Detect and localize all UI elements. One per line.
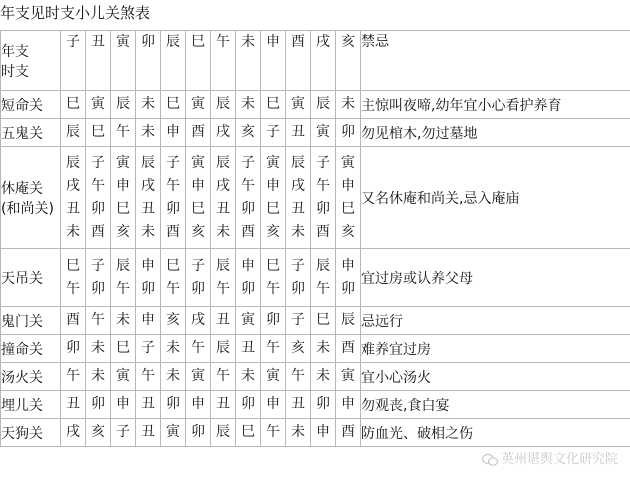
branch-cell-line: 子 <box>316 154 330 171</box>
branch-cell: 寅 <box>86 91 111 119</box>
wechat-icon <box>482 453 498 467</box>
branch-cell: 午 <box>136 363 161 391</box>
branch-cell: 午 <box>186 335 211 363</box>
branch-cell: 寅 <box>111 363 136 391</box>
branch-cell-line: 未 <box>66 223 80 240</box>
branch-cell: 申 <box>111 391 136 419</box>
table-row <box>1 147 630 249</box>
branch-cell-line: 子 <box>91 257 105 274</box>
branch-cell: 未 <box>236 363 261 391</box>
branch-cell: 未 <box>161 335 186 363</box>
branch-cell-line: 午 <box>91 177 105 194</box>
guan-sha-table <box>0 30 630 447</box>
branch-cell: 午 <box>86 307 111 335</box>
branch-cell-line: 巳 <box>116 200 130 217</box>
branch-cell-line: 卯 <box>241 280 255 297</box>
branch-cell <box>186 147 211 249</box>
branch-cell: 午 <box>261 335 286 363</box>
header-branch-cell: 午 <box>211 31 236 91</box>
branch-cell: 巳 <box>161 91 186 119</box>
branch-cell: 未 <box>86 335 111 363</box>
branch-cell-line: 未 <box>291 223 305 240</box>
branch-cell-line: 申 <box>266 177 280 194</box>
branch-cell: 卯 <box>161 391 186 419</box>
branch-cell: 亥 <box>286 335 311 363</box>
note-cell: 忌远行 <box>361 307 630 335</box>
branch-cell <box>136 249 161 307</box>
branch-cell: 午 <box>61 363 86 391</box>
branch-cell-line: 申 <box>241 257 255 274</box>
branch-cell-line: 丑 <box>66 200 80 217</box>
branch-cell: 未 <box>286 419 311 447</box>
branch-cell-line: 巳 <box>341 200 355 217</box>
branch-cell-line: 午 <box>216 280 230 297</box>
branch-cell: 寅 <box>336 363 361 391</box>
branch-cell: 丑 <box>286 391 311 419</box>
branch-cell: 子 <box>261 119 286 147</box>
row-name-cell: 撞命关 <box>1 335 61 363</box>
branch-cell: 亥 <box>236 119 261 147</box>
branch-cell-line: 未 <box>216 223 230 240</box>
branch-cell: 申 <box>161 119 186 147</box>
branch-cell <box>86 249 111 307</box>
branch-cell-line: 午 <box>116 280 130 297</box>
branch-cell: 子 <box>136 335 161 363</box>
branch-cell: 未 <box>311 335 336 363</box>
header-branch-cell: 卯 <box>136 31 161 91</box>
branch-cell: 辰 <box>211 91 236 119</box>
branch-cell-line: 辰 <box>116 257 130 274</box>
row-name-cell <box>1 147 61 249</box>
branch-cell: 酉 <box>61 307 86 335</box>
branch-cell: 午 <box>211 363 236 391</box>
branch-cell: 寅 <box>186 91 211 119</box>
branch-cell-line: 亥 <box>266 223 280 240</box>
branch-cell <box>111 147 136 249</box>
branch-cell-line: 丑 <box>216 200 230 217</box>
branch-cell-line: 卯 <box>191 280 205 297</box>
branch-cell: 巳 <box>111 335 136 363</box>
table-row <box>1 91 630 119</box>
branch-cell: 辰 <box>211 419 236 447</box>
header-branch-cell: 戌 <box>311 31 336 91</box>
branch-cell-line: 戌 <box>141 177 155 194</box>
branch-cell <box>161 249 186 307</box>
branch-cell <box>286 249 311 307</box>
header-branch-cell: 巳 <box>186 31 211 91</box>
branch-cell: 寅 <box>161 419 186 447</box>
table-row <box>1 363 630 391</box>
branch-cell: 申 <box>186 391 211 419</box>
branch-cell-line: 辰 <box>216 257 230 274</box>
header-branch-cell: 申 <box>261 31 286 91</box>
branch-cell-line: 戌 <box>216 177 230 194</box>
branch-cell: 卯 <box>236 391 261 419</box>
branch-cell-line: 卯 <box>91 200 105 217</box>
branch-cell-line: 寅 <box>116 154 130 171</box>
branch-cell: 寅 <box>261 363 286 391</box>
branch-cell: 酉 <box>336 419 361 447</box>
header-branch-cell: 亥 <box>336 31 361 91</box>
branch-cell-line: 巳 <box>166 257 180 274</box>
watermark-text: 英州堪舆文化研究院 <box>500 452 618 467</box>
table-row <box>1 249 630 307</box>
branch-cell <box>261 147 286 249</box>
branch-cell <box>186 249 211 307</box>
branch-cell-line: 丑 <box>141 200 155 217</box>
branch-cell-line: 丑 <box>291 200 305 217</box>
branch-cell-line: 卯 <box>291 280 305 297</box>
branch-cell-line: 午 <box>166 280 180 297</box>
branch-cell <box>61 249 86 307</box>
branch-cell-line: 子 <box>91 154 105 171</box>
branch-cell: 卯 <box>311 391 336 419</box>
branch-cell: 丑 <box>236 335 261 363</box>
branch-cell-line: 午 <box>241 177 255 194</box>
branch-cell <box>236 147 261 249</box>
branch-cell-line: 午 <box>316 280 330 297</box>
branch-cell-line: 午 <box>66 280 80 297</box>
row-name-cell-line: (和尚关) <box>1 200 54 217</box>
branch-cell: 亥 <box>161 307 186 335</box>
branch-cell: 丑 <box>211 307 236 335</box>
branch-cell: 寅 <box>186 363 211 391</box>
note-cell: 勿见棺木,勿过墓地 <box>361 119 630 147</box>
branch-cell-line: 巳 <box>66 257 80 274</box>
branch-cell-line: 亥 <box>191 223 205 240</box>
row-name-cell: 天狗关 <box>1 419 61 447</box>
branch-cell-line: 酉 <box>91 223 105 240</box>
branch-cell <box>336 249 361 307</box>
table-row <box>1 307 630 335</box>
branch-cell: 巳 <box>86 119 111 147</box>
branch-cell: 午 <box>261 419 286 447</box>
branch-cell: 卯 <box>261 307 286 335</box>
row-name-cell: 埋儿关 <box>1 391 61 419</box>
row-name-cell-line: 休庵关 <box>1 180 43 197</box>
branch-cell-line: 亥 <box>116 223 130 240</box>
header-branch-cell: 寅 <box>111 31 136 91</box>
branch-cell: 未 <box>236 91 261 119</box>
branch-cell: 丑 <box>136 391 161 419</box>
branch-cell: 戌 <box>186 307 211 335</box>
branch-cell: 巳 <box>261 91 286 119</box>
branch-cell-line: 巳 <box>191 200 205 217</box>
branch-cell-line: 午 <box>166 177 180 194</box>
branch-cell: 申 <box>336 391 361 419</box>
table-row <box>1 335 630 363</box>
header-branch-cell: 酉 <box>286 31 311 91</box>
branch-cell: 午 <box>286 363 311 391</box>
row-name-cell: 短命关 <box>1 91 61 119</box>
branch-cell: 寅 <box>286 91 311 119</box>
branch-cell-line: 辰 <box>66 154 80 171</box>
branch-cell-line: 午 <box>316 177 330 194</box>
branch-cell: 丑 <box>286 119 311 147</box>
branch-cell: 辰 <box>336 307 361 335</box>
branch-cell <box>311 147 336 249</box>
branch-cell <box>86 147 111 249</box>
row-name-cell: 五鬼关 <box>1 119 61 147</box>
note-cell: 难养宜过房 <box>361 335 630 363</box>
branch-cell-line: 午 <box>266 280 280 297</box>
branch-cell-line: 辰 <box>216 154 230 171</box>
branch-cell-line: 卯 <box>166 200 180 217</box>
branch-cell-line: 亥 <box>341 223 355 240</box>
table-row <box>1 391 630 419</box>
branch-cell: 巳 <box>311 307 336 335</box>
branch-cell: 未 <box>311 363 336 391</box>
row-name-cell: 汤火关 <box>1 363 61 391</box>
branch-cell-line: 卯 <box>341 280 355 297</box>
branch-cell <box>286 147 311 249</box>
branch-cell: 子 <box>111 419 136 447</box>
branch-cell: 未 <box>86 363 111 391</box>
note-cell: 又名休庵和尚关,忌入庵庙 <box>361 147 630 249</box>
branch-cell-line: 戌 <box>291 177 305 194</box>
branch-cell: 巳 <box>236 419 261 447</box>
branch-cell: 未 <box>336 91 361 119</box>
branch-cell-line: 卯 <box>241 200 255 217</box>
branch-cell <box>111 249 136 307</box>
branch-cell: 申 <box>311 419 336 447</box>
branch-cell-line: 卯 <box>141 280 155 297</box>
branch-cell-line: 子 <box>291 257 305 274</box>
branch-cell: 卯 <box>61 335 86 363</box>
table-row <box>1 119 630 147</box>
header-note-cell: 禁忌 <box>361 31 630 91</box>
branch-cell: 酉 <box>336 335 361 363</box>
branch-cell-line: 申 <box>191 177 205 194</box>
branch-cell-line: 申 <box>141 257 155 274</box>
branch-cell: 丑 <box>61 391 86 419</box>
branch-cell: 丑 <box>136 419 161 447</box>
branch-cell: 酉 <box>186 119 211 147</box>
branch-cell <box>211 147 236 249</box>
branch-cell: 未 <box>136 119 161 147</box>
branch-cell: 申 <box>136 307 161 335</box>
branch-cell <box>61 147 86 249</box>
branch-cell: 辰 <box>311 91 336 119</box>
branch-cell: 未 <box>161 363 186 391</box>
branch-cell-line: 申 <box>341 177 355 194</box>
branch-cell <box>336 147 361 249</box>
branch-cell-line: 戌 <box>66 177 80 194</box>
branch-cell-line: 申 <box>341 257 355 274</box>
branch-cell-line: 寅 <box>191 154 205 171</box>
branch-cell-line: 酉 <box>166 223 180 240</box>
branch-cell-line: 辰 <box>141 154 155 171</box>
branch-cell: 申 <box>261 391 286 419</box>
branch-cell: 午 <box>111 119 136 147</box>
branch-cell <box>161 147 186 249</box>
branch-cell-line: 卯 <box>316 200 330 217</box>
header-branch-cell: 辰 <box>161 31 186 91</box>
branch-cell: 寅 <box>311 119 336 147</box>
branch-cell-line: 巳 <box>266 200 280 217</box>
note-cell: 勿观丧,食白宴 <box>361 391 630 419</box>
branch-cell <box>236 249 261 307</box>
branch-cell: 卯 <box>336 119 361 147</box>
branch-cell: 辰 <box>111 91 136 119</box>
branch-cell: 辰 <box>211 335 236 363</box>
branch-cell-line: 申 <box>116 177 130 194</box>
header-name-cell-line: 年支 <box>1 43 29 60</box>
branch-cell-line: 寅 <box>341 154 355 171</box>
branch-cell-line: 寅 <box>266 154 280 171</box>
branch-cell <box>261 249 286 307</box>
note-cell: 主惊叫夜啼,幼年宜小心看护养育 <box>361 91 630 119</box>
branch-cell-line: 卯 <box>91 280 105 297</box>
header-branch-cell: 未 <box>236 31 261 91</box>
row-name-cell: 鬼门关 <box>1 307 61 335</box>
note-cell: 防血光、破相之伤 <box>361 419 630 447</box>
branch-cell-line: 酉 <box>241 223 255 240</box>
page-title: 年支见时支小儿关煞表 <box>0 4 151 22</box>
branch-cell: 寅 <box>236 307 261 335</box>
header-name-cell-line: 时支 <box>1 63 29 80</box>
branch-cell: 亥 <box>86 419 111 447</box>
branch-cell: 辰 <box>61 119 86 147</box>
table-row <box>1 419 630 447</box>
branch-cell: 戌 <box>211 119 236 147</box>
branch-cell <box>311 249 336 307</box>
branch-cell: 卯 <box>86 391 111 419</box>
branch-cell: 巳 <box>61 91 86 119</box>
branch-cell: 未 <box>111 307 136 335</box>
note-cell: 宜过房或认养父母 <box>361 249 630 307</box>
note-cell: 宜小心汤火 <box>361 363 630 391</box>
branch-cell-line: 未 <box>141 223 155 240</box>
branch-cell-line: 巳 <box>266 257 280 274</box>
branch-cell-line: 子 <box>166 154 180 171</box>
branch-cell <box>136 147 161 249</box>
header-name-cell <box>1 31 61 91</box>
branch-cell: 未 <box>136 91 161 119</box>
row-name-cell: 天吊关 <box>1 249 61 307</box>
header-branch-cell: 丑 <box>86 31 111 91</box>
branch-cell: 戌 <box>61 419 86 447</box>
branch-cell-line: 辰 <box>291 154 305 171</box>
header-branch-cell: 子 <box>61 31 86 91</box>
branch-cell <box>211 249 236 307</box>
table-header-row <box>1 31 630 91</box>
branch-cell-line: 酉 <box>316 223 330 240</box>
branch-cell-line: 子 <box>191 257 205 274</box>
branch-cell: 子 <box>286 307 311 335</box>
branch-cell-line: 辰 <box>316 257 330 274</box>
branch-cell: 卯 <box>186 419 211 447</box>
branch-cell: 丑 <box>211 391 236 419</box>
watermark <box>482 450 618 470</box>
branch-cell-line: 子 <box>241 154 255 171</box>
